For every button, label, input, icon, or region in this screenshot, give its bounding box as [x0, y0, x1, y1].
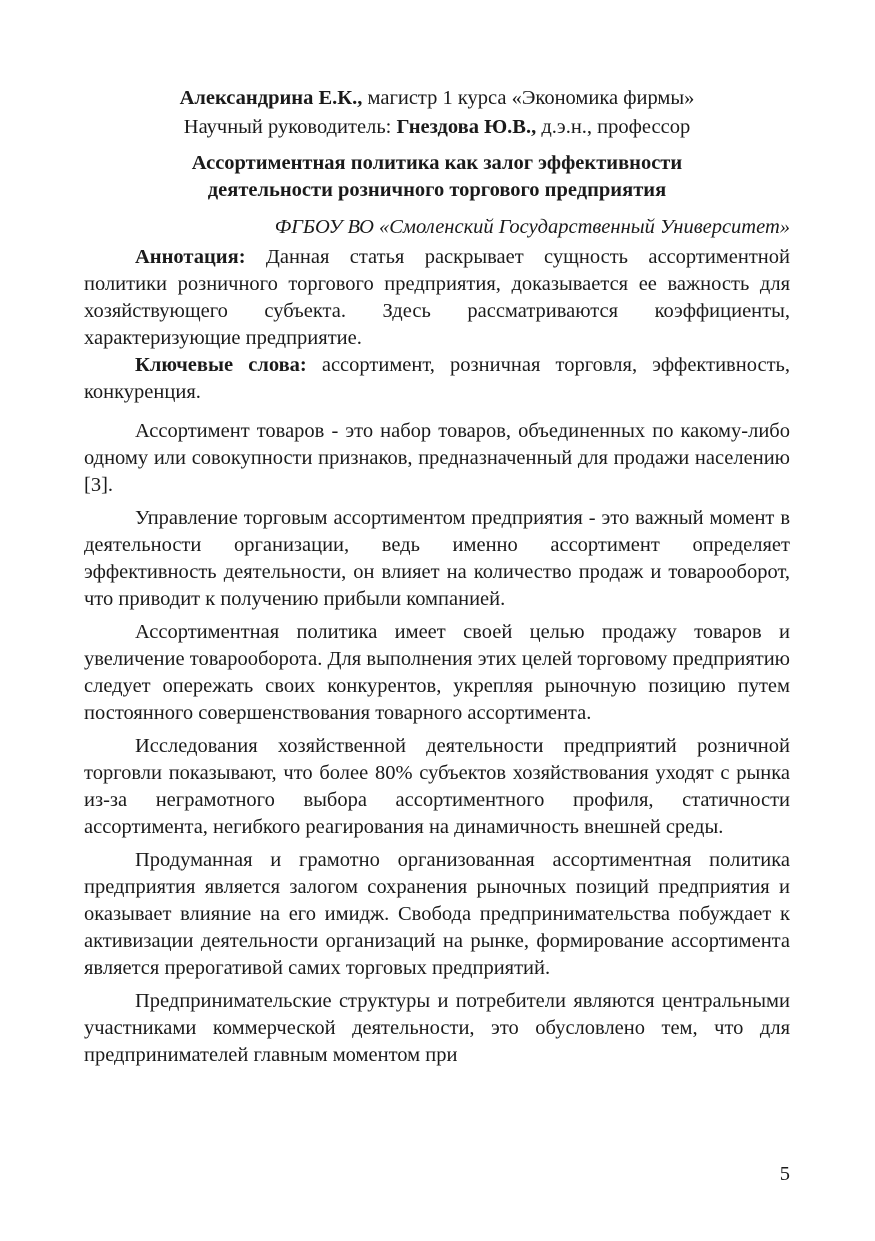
paper-title-line-2: деятельности розничного торгового предприятия — [207, 179, 667, 201]
keywords-text: ассортимент, розничная торговля, эффективность, конкуренция. — [84, 354, 790, 403]
page-number: 5 — [779, 1163, 790, 1185]
paper-title-line-1: Ассортиментная политика как залог эффективности — [191, 152, 683, 174]
body-paragraph-2: Управление торговым ассортиментом предприятия - это важный момент в деятельности организации, ведь именно ассортимент определяет эффективность деятельности, он влияет на количество продаж и товарооборот, что приводит к получению прибыли компанией. — [84, 507, 790, 610]
keywords-label: Ключевые слова: — [135, 354, 307, 376]
advisor-line — [84, 113, 790, 142]
author-name: Александрина Е.К., — [179, 87, 363, 109]
paper-title — [84, 150, 790, 204]
author-info: магистр 1 курса «Экономика фирмы» — [362, 87, 695, 109]
author-line — [84, 84, 790, 113]
keywords — [84, 352, 790, 406]
abstract — [84, 244, 790, 352]
body-paragraph-4: Исследования хозяйственной деятельности предприятий розничной торговли показывают, что более 80% субъектов хозяйствования уходят с рынка из-за неграмотного выбора ассортиментного профиля, статичности ассортимента, негибкого реагирования на динамичность внешней среды. — [84, 735, 790, 838]
document-page — [84, 84, 790, 1069]
advisor-info: д.э.н., профессор — [536, 116, 691, 138]
affiliation: ФГБОУ ВО «Смоленский Государственный Университет» — [274, 216, 790, 238]
advisor-label: Научный руководитель: — [183, 116, 397, 138]
body-paragraph-3: Ассортиментная политика имеет своей целью продажу товаров и увеличение товарооборота. Для выполнения этих целей торговому предприятию следует опережать своих конкурентов, укрепляя рыночную позицию путем постоянного совершенствования товарного ассортимента. — [84, 621, 790, 724]
abstract-label: Аннотация: — [135, 246, 246, 268]
body-paragraph-6: Предпринимательские структуры и потребители являются центральными участниками коммерческой деятельности, это обусловлено тем, что для предпринимателей главным моментом при — [84, 990, 790, 1066]
advisor-name: Гнездова Ю.В., — [396, 116, 537, 138]
body-paragraph-5: Продуманная и грамотно организованная ассортиментная политика предприятия является залогом сохранения рыночных позиций предприятия и оказывает влияние на его имидж. Свобода предпринимательства побуждает к активизации деятельности организаций на рынке, формирование ассортимента является прерогативой самих торговых предприятий. — [84, 849, 790, 979]
abstract-text: Данная статья раскрывает сущность ассортиментной политики розничного торгового предприятия, доказывается ее важность для хозяйствующего субъекта. Здесь рассматриваются коэффициенты, характеризующие предприятие. — [84, 246, 790, 349]
body-paragraph-1: Ассортимент товаров - это набор товаров, объединенных по какому-либо одному или совокупности признаков, предназначенный для продажи населению [3]. — [84, 420, 790, 496]
